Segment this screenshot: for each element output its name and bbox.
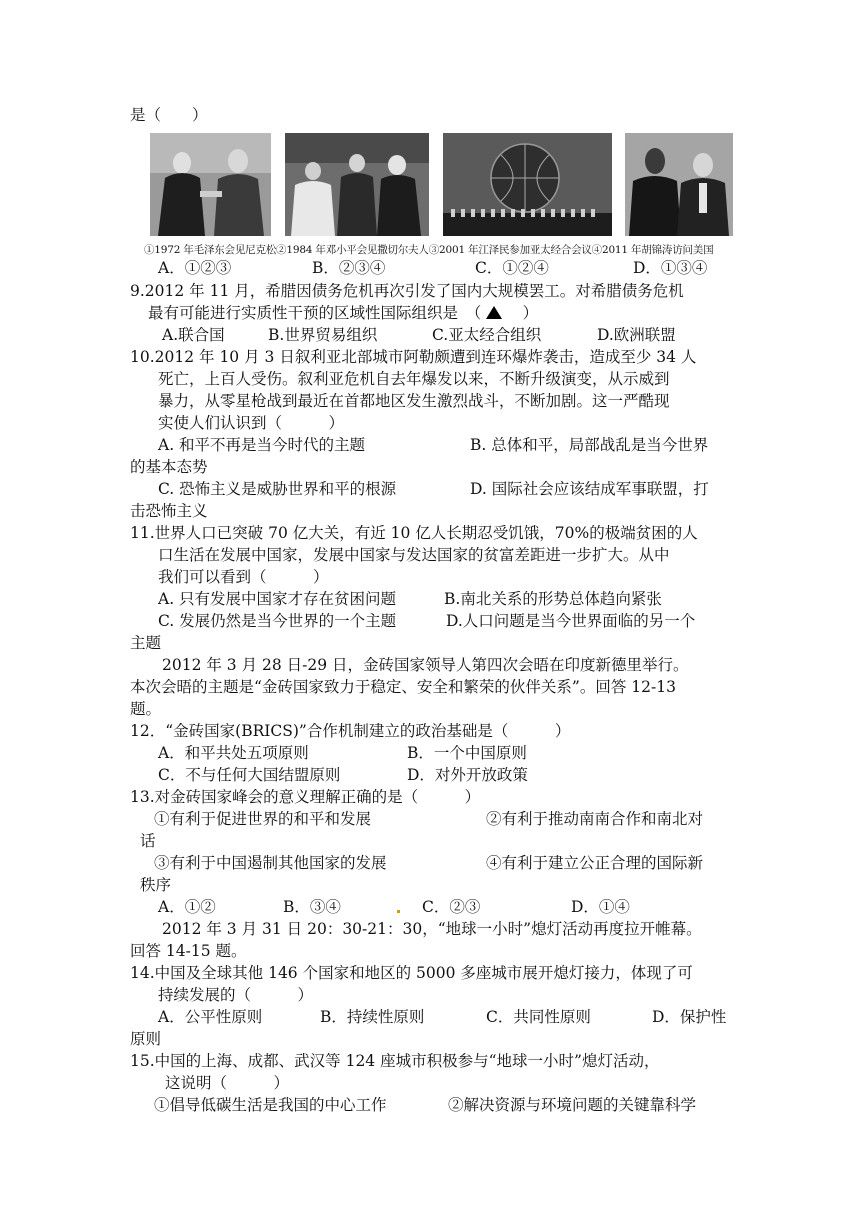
q12-option-a: A．和平共处五项原则 (158, 744, 309, 762)
q13-item-4: ④有利于建立公正合理的国际新 (486, 854, 704, 872)
q10-option-b: B. 总体和平，局部战乱是当今世界 (470, 436, 709, 454)
q11-option-d-cont: 主题 (130, 634, 162, 652)
photo-mao-nixon (150, 133, 271, 236)
q14-option-c: C．共同性原则 (486, 1008, 591, 1026)
q14-line-1: 14.中国及全球其他 146 个国家和地区的 5000 多座城市展开熄灯接力，体现了可 (130, 964, 693, 982)
q13-item-2: ②有利于推动南南合作和南北对 (486, 810, 704, 828)
q14-option-d-cont: 原则 (130, 1030, 162, 1048)
q9-line-2-text: 最有可能进行实质性干预的区域性国际组织是 （ (148, 304, 482, 322)
q12-option-c: C．不与任何大国结盟原则 (158, 766, 341, 784)
brics-stem-line-1: 2012 年 3 月 28 日-29 日，金砖国家领导人第四次会晤在印度新德里举行。 (162, 656, 689, 674)
triangle-icon (486, 306, 502, 319)
q11-option-d: D.人口问题是当今世界面临的另一个 (446, 612, 696, 630)
q10-line-1: 10.2012 年 10 月 3 日叙利亚北部城市阿勒颇遭到连环爆炸袭击，造成至少 34 人 (130, 348, 697, 366)
brics-stem-line-3: 题。 (130, 700, 162, 718)
q15-line-2: 这说明（ ） (165, 1074, 290, 1092)
q12-option-d: D．对外开放政策 (407, 766, 528, 784)
q14-line-2: 持续发展的（ ） (158, 986, 314, 1004)
q15-line-1: 15.中国的上海、成都、武汉等 124 座城市积极参与“地球一小时”熄灯活动， (130, 1052, 660, 1070)
q13-item-4-cont: 秩序 (140, 876, 172, 894)
q9-option-c: C.亚太经合组织 (432, 326, 542, 344)
q10-option-c: C. 恐怖主义是威胁世界和平的根源 (158, 480, 397, 498)
stray-dot (397, 910, 400, 913)
q10-option-b-cont: 的基本态势 (130, 458, 208, 476)
q13-option-b: B．③④ (283, 898, 341, 916)
q12-stem: 12．“金砖国家(BRICS)”合作机制建立的政治基础是（ ） (130, 722, 571, 740)
q10-line-2: 死亡，上百人受伤。叙利亚危机自去年爆发以来，不断升级演变，从示威到 (158, 370, 670, 388)
q8-option-d: D．①③④ (633, 259, 708, 277)
q14-option-b: B．持续性原则 (320, 1008, 425, 1026)
q10-option-d-cont: 击恐怖主义 (130, 502, 208, 520)
q9-option-d: D.欧洲联盟 (597, 326, 676, 344)
q12-option-b: B．一个中国原则 (407, 744, 527, 762)
q8-option-b: B．②③④ (312, 259, 386, 277)
q10-option-d: D. 国际社会应该结成军事联盟，打 (470, 480, 709, 498)
q11-option-a: A. 只有发展中国家才存在贫困问题 (158, 590, 397, 608)
q13-option-a: A．①② (158, 898, 216, 916)
q11-option-c: C. 发展仍然是当今世界的一个主题 (158, 612, 397, 630)
q9-line-2-close: ） (507, 304, 539, 322)
q13-option-d: D．①④ (571, 898, 630, 916)
photo-apec-meeting (443, 133, 612, 236)
q15-item-2: ②解决资源与环境问题的关键靠科学 (448, 1096, 697, 1114)
brics-stem-line-2: 本次会晤的主题是“金砖国家致力于稳定、安全和繁荣的伙伴关系”。回答 12-13 (130, 678, 676, 696)
q11-line-3: 我们可以看到（ ） (158, 568, 329, 586)
q8-option-c: C．①②④ (475, 259, 549, 277)
q9-option-b: B.世界贸易组织 (268, 326, 378, 344)
q14-option-d: D．保护性 (652, 1008, 727, 1026)
q13-item-1: ①有利于促进世界的和平和发展 (154, 810, 372, 828)
q13-stem: 13.对金砖国家峰会的意义理解正确的是（ ） (130, 788, 481, 806)
earth-stem-line-1: 2012 年 3 月 31 日 20：30-21：30，“地球一小时”熄灯活动再度拉开帷幕。 (162, 920, 702, 938)
question-8-tail: 是（ ） (130, 106, 208, 124)
photo-hu-obama (625, 133, 733, 236)
q9-option-a: A.联合国 (162, 326, 225, 344)
q13-option-c: C．②③ (422, 898, 481, 916)
q8-option-a: A．①②③ (158, 259, 232, 277)
q9-line-1: 9.2012 年 11 月，希腊因债务危机再次引发了国内大规模罢工。对希腊债务危机 (130, 282, 684, 300)
photo-caption: ①1972 年毛泽东会见尼克松②1984 年邓小平会见撒切尔夫人③2001 年江泽民参加亚太经合会议④2011 年胡锦涛访问美国 (144, 244, 714, 256)
q9-line-2 (148, 302, 538, 324)
earth-stem-line-2: 回答 14-15 题。 (130, 942, 247, 960)
q11-option-b: B.南北关系的形势总体趋向紧张 (444, 590, 662, 608)
q11-line-2: 口生活在发展中国家，发展中国家与发达国家的贫富差距进一步扩大。从中 (158, 546, 670, 564)
q10-line-3: 暴力，从零星枪战到最近在首都地区发生激烈战斗，不断加剧。这一严酷现 (158, 392, 670, 410)
q10-option-a: A. 和平不再是当今时代的主题 (158, 436, 366, 454)
q15-item-1: ①倡导低碳生活是我国的中心工作 (154, 1096, 387, 1114)
q13-item-2-cont: 话 (140, 832, 156, 850)
q13-item-3: ③有利于中国遏制其他国家的发展 (154, 854, 387, 872)
q14-option-a: A．公平性原则 (158, 1008, 263, 1026)
q11-line-1: 11.世界人口已突破 70 亿大关，有近 10 亿人长期忍受饥饿，70%的极端贫困的人 (130, 524, 698, 542)
q10-line-4: 实使人们认识到（ ） (158, 414, 345, 432)
photo-deng-thatcher (285, 133, 429, 236)
